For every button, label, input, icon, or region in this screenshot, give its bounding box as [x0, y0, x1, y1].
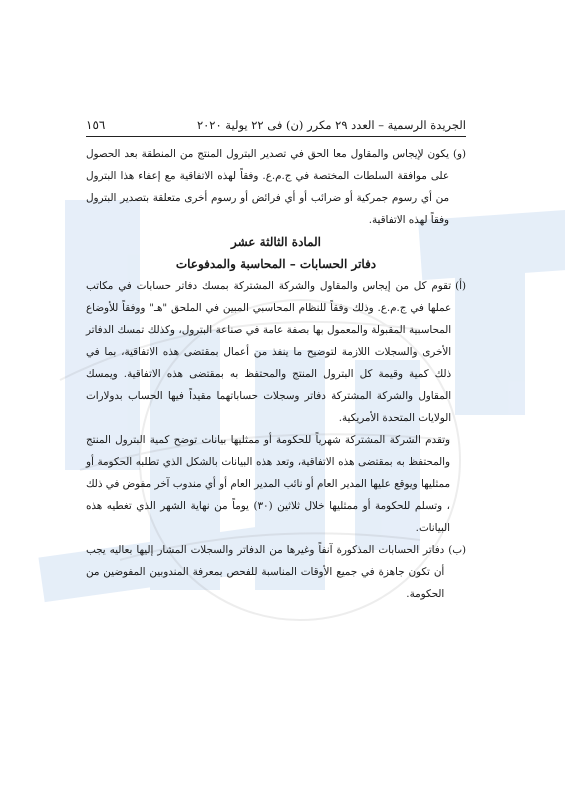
- page-number: ١٥٦: [86, 118, 106, 132]
- clause-w: [86, 143, 466, 231]
- clause-b: [86, 539, 466, 605]
- clause-b-text: دفاتر الحسابات المذكورة آنفاً وغيرها من الدفاتر والسجلات المشار إليها بعاليه يجب أن تكون جاهزة في جميع الأوقات المناسبة للفحص بمعرفة المندوبين المفوضين من الحكومة.: [86, 544, 445, 600]
- article-subtitle: دفاتر الحسابات – المحاسبة والمدفوعات: [175, 257, 377, 271]
- page-header: [86, 118, 466, 137]
- clause-a-text: تقوم كل من إيجاس والمقاول والشركة المشتركة بمسك دفاتر حسابات في مكاتب عملها في ج.م.ع. وذلك وفقاً للنظام المحاسبي المبين في الملحق "هـ" ووفقاً للأوضاع المحاسبية المقبولة والمعمول بها بصفة عامة في صناعة البترول، وكذلك تمسك الدفاتر الأخرى والسجلات اللازمة لتوضيح ما ينفذ من أعمال بمقتضى هذه الاتفاقية، بما في ذلك كمية وقيمة كل البترول المنتج والمحتفظ به بمقتضى هذه الاتفاقية. ويمسك المقاول والشركة المشتركة دفاتر وسجلات حساباتهما مقيداً فيها الحساب بدولارات الولايات المتحدة الأمريكية.: [86, 280, 452, 424]
- clause-a-text-2: وتقدم الشركة المشتركة شهرياً للحكومة أو ممثليها بيانات توضح كمية البترول المنتج والمحتفظ به بمقتضى هذه الاتفاقية، وتعد هذه البيانات بالشكل الذي تطلبه الحكومة أو ممثليها ويوقع عليها المدير العام أو نائب المدير العام أو أي مندوب آخر مفوض في ذلك ، وتسلم للحكومة أو ممثليها خلال ثلاثين (٣٠) يوماً من نهاية الشهر الذي تغطيه هذه البيانات.: [86, 434, 450, 534]
- document-page: [86, 118, 466, 605]
- clause-w-marker: (و): [452, 148, 466, 160]
- clause-a-marker: (أ): [455, 280, 466, 292]
- header-title: الجريدة الرسمية – العدد ٢٩ مكرر (ن) فى ٢٢ يولية ٢٠٢٠: [196, 118, 466, 132]
- clause-w-text: يكون لإيجاس والمقاول معا الحق في تصدير البترول المنتج من المنطقة بعد الحصول على موافقة السلطات المختصة في ج.م.ع. وفقاً لهذه الاتفاقية مع إعفاء هذا البترول من أي رسوم جمركية أو ضرائب أو أي فرائض أو رسوم أخرى متعلقة بتصدير البترول وفقاً لهذه الاتفاقية.: [86, 148, 449, 226]
- article-title: المادة الثالثة عشر: [230, 235, 322, 249]
- clause-b-marker: (ب): [448, 544, 466, 556]
- clause-a: [86, 275, 466, 429]
